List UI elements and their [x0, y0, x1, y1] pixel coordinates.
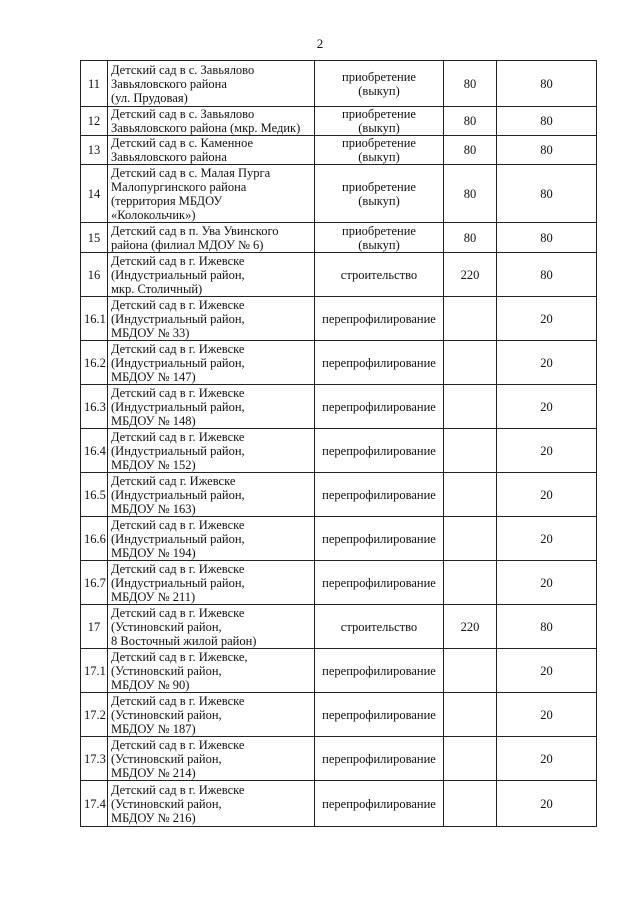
total-capacity	[444, 473, 497, 517]
institution-name-line: (Устиновский район,	[111, 796, 222, 811]
row-number: 17	[81, 605, 108, 649]
acquisition-type-line: перепрофилирование	[322, 663, 436, 678]
total-capacity: 80	[444, 61, 497, 107]
acquisition-type	[315, 385, 444, 429]
acquisition-type	[315, 61, 444, 107]
table-row	[81, 693, 597, 737]
acquisition-type	[315, 517, 444, 561]
institution-name	[108, 693, 315, 737]
institution-name-line: МБДОУ № 90)	[111, 677, 190, 692]
places-count: 80	[497, 61, 597, 107]
acquisition-type-line: перепрофилирование	[322, 531, 436, 546]
total-capacity	[444, 297, 497, 341]
table-row	[81, 385, 597, 429]
table-row	[81, 517, 597, 561]
total-capacity	[444, 561, 497, 605]
institution-name	[108, 517, 315, 561]
table-row	[81, 297, 597, 341]
places-count: 20	[497, 385, 597, 429]
institution-name-line: Детский сад в г. Ижевске	[111, 341, 245, 356]
institution-name-line: МБДОУ № 187)	[111, 721, 196, 736]
institution-name	[108, 781, 315, 827]
institution-name-line: Детский сад г. Ижевске	[111, 473, 236, 488]
acquisition-type	[315, 165, 444, 223]
table-row	[81, 223, 597, 253]
row-number: 13	[81, 136, 108, 165]
institution-name-line: (Индустриальный район,	[111, 311, 245, 326]
institution-name-line: (территория МБДОУ	[111, 193, 223, 208]
acquisition-type-line: приобретение	[342, 69, 416, 84]
acquisition-type	[315, 223, 444, 253]
institution-name	[108, 61, 315, 107]
institution-name-line: МБДОУ № 33)	[111, 325, 190, 340]
institution-name	[108, 341, 315, 385]
row-number: 17.4	[81, 781, 108, 827]
institution-name-line: Детский сад в с. Каменное	[111, 136, 254, 150]
table-row	[81, 165, 597, 223]
acquisition-type	[315, 693, 444, 737]
institution-name-line: мкр. Столичный)	[111, 281, 203, 296]
institution-name-line: МБДОУ № 214)	[111, 765, 196, 780]
acquisition-type-line: строительство	[340, 619, 418, 634]
acquisition-type-line: приобретение	[342, 107, 416, 121]
acquisition-type-line: перепрофилирование	[322, 575, 436, 590]
acquisition-type-line: перепрофилирование	[322, 399, 436, 414]
total-capacity: 80	[444, 165, 497, 223]
table-row	[81, 429, 597, 473]
acquisition-type-line: перепрофилирование	[322, 487, 436, 502]
places-count: 80	[497, 223, 597, 253]
acquisition-type-line: перепрофилирование	[322, 355, 436, 370]
institution-name-line: (Индустриальный район,	[111, 443, 245, 458]
places-count: 20	[497, 297, 597, 341]
acquisition-type-line: перепрофилирование	[322, 751, 436, 766]
places-count: 20	[497, 781, 597, 827]
institution-name-line: (Устиновский район,	[111, 707, 222, 722]
places-count: 20	[497, 473, 597, 517]
places-count: 80	[497, 107, 597, 136]
institution-name-line: Малопургинского района	[111, 179, 247, 194]
row-number: 16.7	[81, 561, 108, 605]
institution-name-line: Детский сад в г. Ижевске,	[111, 649, 248, 664]
row-number: 16.5	[81, 473, 108, 517]
institution-name-line: Детский сад в с. Завьялово	[111, 107, 255, 121]
table-row	[81, 737, 597, 781]
row-number: 16.3	[81, 385, 108, 429]
acquisition-type-line: приобретение	[342, 223, 416, 238]
institution-name	[108, 649, 315, 693]
institution-name-line: Детский сад в г. Ижевске	[111, 429, 245, 444]
institution-name-line: МБДОУ № 216)	[111, 810, 196, 825]
institution-name-line: Детский сад в с. Завьялово	[111, 62, 255, 77]
institution-name-line: Детский сад в г. Ижевске	[111, 693, 245, 708]
acquisition-type-line: (выкуп)	[358, 237, 400, 252]
institution-name-line: Завьяловского района	[111, 76, 227, 91]
total-capacity: 80	[444, 223, 497, 253]
acquisition-type	[315, 253, 444, 297]
institution-name	[108, 253, 315, 297]
institution-name-line: МБДОУ № 152)	[111, 457, 196, 472]
places-count: 20	[497, 341, 597, 385]
places-count: 80	[497, 136, 597, 165]
institution-name	[108, 561, 315, 605]
acquisition-type	[315, 473, 444, 517]
places-count: 80	[497, 253, 597, 297]
total-capacity	[444, 737, 497, 781]
row-number: 16.6	[81, 517, 108, 561]
institution-name-line: Детский сад в г. Ижевске	[111, 561, 245, 576]
table-row	[81, 561, 597, 605]
acquisition-type	[315, 649, 444, 693]
kindergarten-table	[80, 60, 597, 827]
table-row	[81, 61, 597, 107]
table-row	[81, 136, 597, 165]
institution-name-line: (Устиновский район,	[111, 663, 222, 678]
page-number: 2	[316, 36, 324, 51]
acquisition-type-line: перепрофилирование	[322, 443, 436, 458]
total-capacity: 220	[444, 605, 497, 649]
row-number: 14	[81, 165, 108, 223]
institution-name-line: (Устиновский район,	[111, 751, 222, 766]
table-body	[81, 61, 597, 827]
acquisition-type-line: (выкуп)	[358, 193, 400, 208]
institution-name	[108, 297, 315, 341]
row-number: 17.1	[81, 649, 108, 693]
institution-name-line: Детский сад в г. Ижевске	[111, 517, 245, 532]
institution-name-line: (Индустриальный район,	[111, 487, 245, 502]
acquisition-type	[315, 737, 444, 781]
institution-name	[108, 385, 315, 429]
institution-name-line: МБДОУ № 163)	[111, 501, 196, 516]
total-capacity	[444, 341, 497, 385]
institution-name-line: (Индустриальный район,	[111, 531, 245, 546]
total-capacity	[444, 429, 497, 473]
row-number: 17.2	[81, 693, 108, 737]
institution-name-line: МБДОУ № 147)	[111, 369, 196, 384]
institution-name-line: МБДОУ № 148)	[111, 413, 196, 428]
row-number: 11	[81, 61, 108, 107]
acquisition-type-line: перепрофилирование	[322, 311, 436, 326]
institution-name-line: Детский сад в г. Ижевске	[111, 737, 245, 752]
places-count: 80	[497, 605, 597, 649]
total-capacity	[444, 385, 497, 429]
institution-name-line: Детский сад в с. Малая Пурга	[111, 165, 271, 180]
acquisition-type-line: перепрофилирование	[322, 796, 436, 811]
acquisition-type	[315, 605, 444, 649]
institution-name-line: (ул. Прудовая)	[111, 90, 188, 105]
institution-name-line: Детский сад в г. Ижевске	[111, 253, 245, 268]
institution-name-line: МБДОУ № 194)	[111, 545, 196, 560]
institution-name-line: 8 Восточный жилой район)	[111, 633, 257, 648]
total-capacity: 80	[444, 107, 497, 136]
row-number: 16.1	[81, 297, 108, 341]
acquisition-type-line: приобретение	[342, 136, 416, 150]
institution-name	[108, 605, 315, 649]
acquisition-type-line: перепрофилирование	[322, 707, 436, 722]
table-row	[81, 107, 597, 136]
row-number: 12	[81, 107, 108, 136]
institution-name-line: (Индустриальный район,	[111, 575, 245, 590]
total-capacity	[444, 517, 497, 561]
institution-name-line: МБДОУ № 211)	[111, 589, 196, 604]
table-row	[81, 253, 597, 297]
institution-name	[108, 737, 315, 781]
total-capacity	[444, 781, 497, 827]
institution-name-line: Детский сад в п. Ува Увинского	[111, 223, 279, 238]
institution-name-line: Детский сад в г. Ижевске	[111, 385, 245, 400]
institution-name	[108, 136, 315, 165]
institution-name-line: Завьяловского района	[111, 150, 227, 164]
places-count: 20	[497, 561, 597, 605]
total-capacity: 220	[444, 253, 497, 297]
institution-name-line: (Устиновский район,	[111, 619, 222, 634]
institution-name-line: (Индустриальный район,	[111, 399, 245, 414]
table-row	[81, 473, 597, 517]
institution-name-line: «Колокольчик»)	[111, 207, 196, 222]
institution-name-line: района (филиал МДОУ № 6)	[111, 237, 264, 252]
acquisition-type-line: приобретение	[342, 179, 416, 194]
table-row	[81, 341, 597, 385]
row-number: 17.3	[81, 737, 108, 781]
acquisition-type	[315, 341, 444, 385]
acquisition-type	[315, 561, 444, 605]
row-number: 16	[81, 253, 108, 297]
places-count: 20	[497, 649, 597, 693]
institution-name-line: (Индустриальный район,	[111, 355, 245, 370]
acquisition-type-line: (выкуп)	[358, 83, 400, 98]
institution-name	[108, 223, 315, 253]
total-capacity: 80	[444, 136, 497, 165]
acquisition-type-line: строительство	[340, 267, 418, 282]
institution-name-line: Детский сад в г. Ижевске	[111, 297, 245, 312]
institution-name-line: (Индустриальный район,	[111, 267, 245, 282]
institution-name	[108, 429, 315, 473]
table-row	[81, 781, 597, 827]
institution-name	[108, 473, 315, 517]
table-row	[81, 649, 597, 693]
acquisition-type	[315, 107, 444, 136]
row-number: 16.4	[81, 429, 108, 473]
acquisition-type	[315, 781, 444, 827]
total-capacity	[444, 649, 497, 693]
table-row	[81, 605, 597, 649]
institution-name-line: Детский сад в г. Ижевске	[111, 782, 245, 797]
places-count: 20	[497, 737, 597, 781]
institution-name-line: Завьяловского района (мкр. Медик)	[111, 121, 301, 135]
row-number: 16.2	[81, 341, 108, 385]
places-count: 20	[497, 429, 597, 473]
institution-name	[108, 107, 315, 136]
places-count: 80	[497, 165, 597, 223]
institution-name	[108, 165, 315, 223]
acquisition-type-line: (выкуп)	[358, 121, 400, 135]
row-number: 15	[81, 223, 108, 253]
acquisition-type	[315, 297, 444, 341]
places-count: 20	[497, 693, 597, 737]
acquisition-type-line: (выкуп)	[358, 150, 400, 164]
acquisition-type	[315, 429, 444, 473]
institution-name-line: Детский сад в г. Ижевске	[111, 605, 245, 620]
acquisition-type	[315, 136, 444, 165]
total-capacity	[444, 693, 497, 737]
places-count: 20	[497, 517, 597, 561]
